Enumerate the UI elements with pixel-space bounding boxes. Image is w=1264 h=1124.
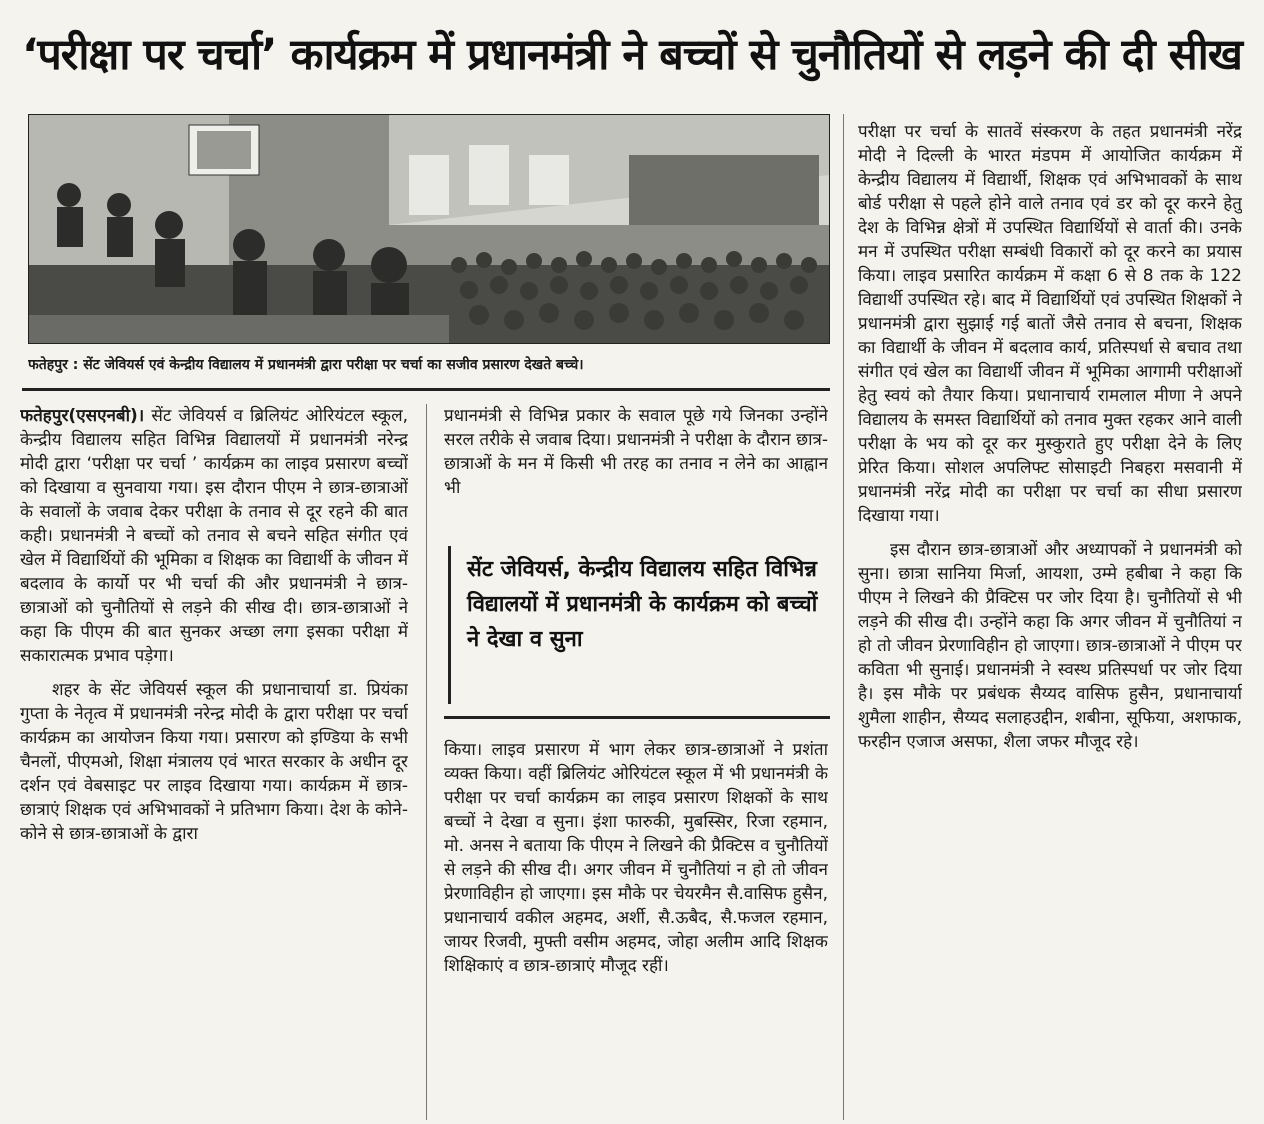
pull-quote-divider [444,716,830,719]
article-column-2-top [444,404,828,524]
article-paragraph: सेंट जेवियर्स व ब्रिलियंट ओरियंटल स्कूल, केन्द्रीय विद्यालय सहित विभिन्न विद्यालयों में प्रधानमंत्री नरेन्द्र मोदी द्वारा ‘परीक्षा पर चर्चा ’ कार्यक्रम का लाइव प्रसारण बच्चों को दिखाया व सुनवाया गया। इस दौरान पीएम ने छात्र-छात्राओं के सवालों के जवाब देकर परीक्षा के तनाव से दूर रहने की बात कही। प्रधानमंत्री ने बच्चों को तनाव से बचने सहित संगीत एवं खेल में विद्यार्थियों की भूमिका व शिक्षक का विद्यार्थी के जीवन में बदलाव के कार्यो पर भी चर्चा की और प्रधानमंत्री ने छात्र-छात्राओं को चुनौतियों से लड़ने की सीख दी। छात्र-छात्राओं ने कहा कि पीएम की बात सुनकर अच्छा लगा इसका परीक्षा में सकारात्मक प्रभाव पड़ेगा। [20,406,408,666]
headline: ‘परीक्षा पर चर्चा’ कार्यक्रम में प्रधानमंत्री ने बच्चों से चुनौतियों से लड़ने की दी सीख [22,30,1242,80]
dateline: फतेहपुर(एसएनबी)। [20,406,145,426]
article-paragraph: इस दौरान छात्र-छात्राओं और अध्यापकों ने प्रधानमंत्री को सुना। छात्रा सानिया मिर्जा, आयशा, उम्मे हबीबा ने कहा कि पीएम ने लिखने की प्रैक्टिस पर जोर दिया है। चुनौतियों से भी लड़ने की सीख दी। उन्होंने कहा कि अगर जीवन में चुनौतियां न हो तो जीवन प्रेरणाविहीन हो जाएगा। छात्र-छात्राओं ने पीएम पर कविता भी सुनाई। प्रधानमंत्री ने स्वस्थ प्रतिस्पर्धा पर जोर दिया है। इस मौके पर प्रबंधक सैय्यद वासिफ हुसैन, प्रधानाचार्या शुमैला शाहीन, सैय्यद सलाहउद्दीन, शबीना, सूफिया, अशफाक, फरहीन एजाज असफा, शैला जफर मौजूद रहे। [858,540,1242,752]
article-paragraph: किया। लाइव प्रसारण में भाग लेकर छात्र-छात्राओं ने प्रशंता व्यक्त किया। वहीं ब्रिलियंट ओरियंटल स्कूल में भी प्रधानमंत्री के परीक्षा पर चर्चा कार्यक्रम का लाइव प्रसारण शिक्षकों के साथ बच्चों ने देखा व सुना। इंशा फारुकी, मुबस्सिर, रिजा रहमान, मो. अनस ने बताया कि पीएम ने लिखने की प्रैक्टिस व चुनौतियों से लड़ने की सीख दी। अगर जीवन में चुनौतियां न हो तो जीवन प्रेरणाविहीन हो जाएगा। इस मौके पर चेयरमैन सै.वासिफ हुसैन, प्रधानाचार्य वकील अहमद, अर्शी, सै.ऊबैद, सै.फजल रहमान, जायर रिजवी, मुफ्ती वसीम अहमद, जोहा अलीम आदि शिक्षक शिक्षिकाएं व छात्र-छात्राएं मौजूद रहीं। [444,740,828,976]
pull-quote: सेंट जेवियर्स, केन्द्रीय विद्यालय सहित विभिन्न विद्यालयों में प्रधानमंत्री के कार्यक्रम को बच्चों ने देखा व सुना [448,546,828,704]
article-column-3 [858,120,1242,1120]
article-column-1 [20,404,408,1120]
classroom-photo-illustration [29,115,829,343]
article-column-2-bottom [444,738,828,1120]
caption-divider [22,388,830,391]
photo-caption: फतेहपुर : सेंट जेवियर्स एवं केन्द्रीय विद्यालय में प्रधानमंत्री द्वारा परीक्षा पर चर्चा का सजीव प्रसारण देखते बच्चे। [28,357,584,373]
article-paragraph: शहर के सेंट जेवियर्स स्कूल की प्रधानाचार्या डा. प्रियंका गुप्ता के नेतृत्व में प्रधानमंत्री नरेन्द्र मोदी के द्वारा परीक्षा पर चर्चा कार्यक्रम का आयोजन किया गया। प्रसारण को इण्डिया के सभी चैनलों, पीएमओ, शिक्षा मंत्रालय एवं भारत सरकार के अधीन दूर दर्शन एवं वेबसाइट पर लाइव दिखाया गया। कार्यक्रम में छात्र-छात्राएं शिक्षक एवं अभिभावकों ने प्रतिभाग किया। देश के कोने-कोने से छात्र-छात्राओं के द्वारा [20,680,408,844]
column-divider [426,404,427,1120]
article-paragraph: परीक्षा पर चर्चा के सातवें संस्करण के तहत प्रधानमंत्री नरेंद्र मोदी ने दिल्ली के भारत मंडपम में आयोजित कार्यक्रम में केन्द्रीय विद्यालय में विद्यार्थी, शिक्षक एवं अभिभावकों के साथ बोर्ड परीक्षा से पहले होने वाले तनाव एवं डर को दूर करने हेतु देश के विभिन्न क्षेत्रों में उपस्थित विद्यार्थियों से वार्ता की। उनके मन में उपस्थित परीक्षा सम्बंधी विकारों को दूर करने का प्रयास किया। लाइव प्रसारित कार्यक्रम में कक्षा 6 से 8 तक के 122 विद्यार्थी उपस्थित रहे। बाद में विद्यार्थियों एवं उपस्थित शिक्षकों ने प्रधानमंत्री द्वारा सुझाई गई बातों जैसे तनाव से बचना, शिक्षक का विद्यार्थी के जीवन में बदलाव कार्य, प्रतिस्पर्धा से बचाव तथा संगीत एवं खेल का विद्यार्थी जीवन में भूमिका आगामी परीक्षाओं हेतु स्वयं को तैयार किया। प्रधानाचार्य रामलाल मीणा ने अपने विद्यालय के समस्त विद्यार्थियों को तनाव मुक्त रहकर आने वाली परीक्षा के भय को दूर कर मुस्कुराते हुए परीक्षा देने के लिए प्रेरित किया। सोशल अपलिफ्ट सोसाइटी निबहरा मसवानी में प्रधानमंत्री नरेंद्र मोदी का परीक्षा पर चर्चा का सीधा प्रसारण दिखाया गया। [858,122,1242,526]
column-divider [843,114,844,1120]
news-photo [28,114,830,344]
article-paragraph: प्रधानमंत्री से विभिन्न प्रकार के सवाल पूछे गये जिनका उन्होंने सरल तरीके से जवाब दिया। प्रधानमंत्री ने परीक्षा के दौरान छात्र-छात्राओं के मन में किसी भी तरह का तनाव न लेने का आह्वान भी [444,406,828,498]
